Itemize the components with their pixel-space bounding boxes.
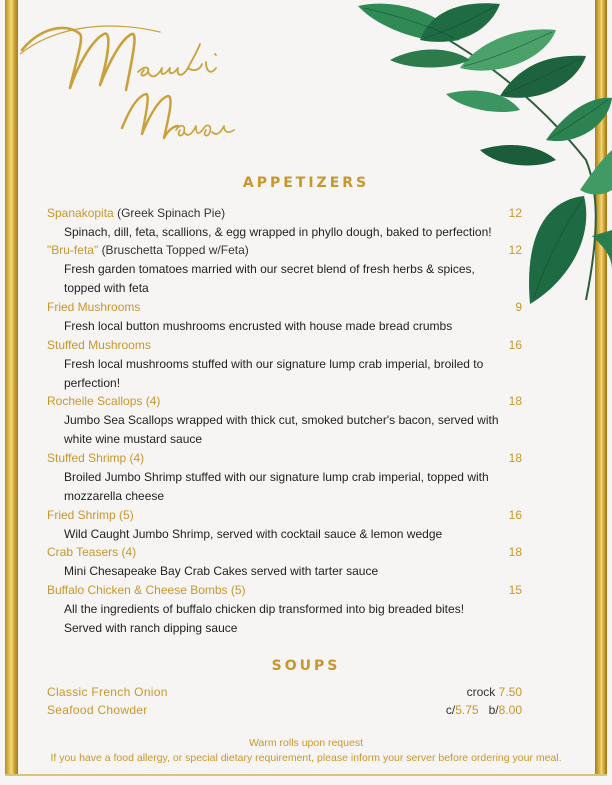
price-label: b/ <box>488 703 499 717</box>
item-description: Mini Chesapeake Bay Crab Cakes served with tarter sauce <box>64 564 379 578</box>
bottom-rule <box>5 774 607 776</box>
soup-item-seafood-chowder <box>47 703 522 721</box>
item-name: Fried Shrimp (5) <box>47 508 134 522</box>
menu-item-crab-teasers <box>47 543 527 581</box>
item-name: Stuffed Shrimp (4) <box>47 451 145 465</box>
item-description: Fresh local mushrooms stuffed with our signature lump crab imperial, broiled to <box>64 357 484 371</box>
menu-item-spanakopita <box>47 204 527 242</box>
item-description: Broiled Jumbo Shrimp stuffed with our signature lump crab imperial, topped with <box>64 470 489 484</box>
item-price: 16 <box>508 338 522 352</box>
meraki-manor-logo <box>20 10 240 150</box>
item-description: white wine mustard sauce <box>64 431 203 446</box>
item-name: Spanakopita <box>47 206 114 220</box>
item-name: Crab Teasers (4) <box>47 545 137 559</box>
menu-item-stuffed-mushrooms <box>47 336 527 392</box>
menu-item-fried-shrimp <box>47 506 527 544</box>
item-name: Fried Mushrooms <box>47 300 141 314</box>
item-name: "Bru-feta" <box>47 243 99 257</box>
soup-name: Classic French Onion <box>47 685 168 699</box>
price-value: 5.75 <box>455 703 479 717</box>
item-price: 15 <box>508 583 522 597</box>
menu-item-fried-mushrooms <box>47 298 527 336</box>
price-value: 8.00 <box>498 703 522 717</box>
soup-name: Seafood Chowder <box>47 703 148 717</box>
item-price: 12 <box>508 206 522 220</box>
menu-item-rochelle-scallops <box>47 392 527 448</box>
item-price: 9 <box>515 300 522 314</box>
item-description: perfection! <box>64 375 121 390</box>
item-price: 18 <box>508 545 522 559</box>
item-price: 12 <box>508 243 522 257</box>
menu-item-stuffed-shrimp <box>47 449 527 505</box>
item-subtitle: (Bruschetta Topped w/Feta) <box>101 243 249 257</box>
menu-item-buffalo-chicken-bombs <box>47 581 527 637</box>
item-price: 18 <box>508 394 522 408</box>
item-description: topped with feta <box>64 280 149 295</box>
item-price: 16 <box>508 508 522 522</box>
item-price: 18 <box>508 451 522 465</box>
item-name: Rochelle Scallops (4) <box>47 394 161 408</box>
item-name: Buffalo Chicken & Cheese Bombs (5) <box>47 583 246 597</box>
appetizers-heading: APPETIZERS <box>242 175 370 191</box>
menu-item-brufeta <box>47 241 527 297</box>
soup-item-french-onion <box>47 685 522 703</box>
footer-rolls-note: Warm rolls upon request <box>249 737 363 749</box>
item-description: mozzarella cheese <box>64 488 165 503</box>
price-label: c/ <box>445 703 456 717</box>
item-description: Jumbo Sea Scallops wrapped with thick cut, smoked butcher's bacon, served with <box>64 413 499 427</box>
soup-prices <box>446 703 522 717</box>
soups-heading: SOUPS <box>271 658 341 674</box>
item-description: Spinach, dill, feta, scallions, & egg wrapped in phyllo dough, baked to perfection! <box>64 225 492 239</box>
item-description: Served with ranch dipping sauce <box>64 620 238 635</box>
item-description: All the ingredients of buffalo chicken dip transformed into big breaded bites! <box>64 602 465 616</box>
item-description: Fresh garden tomatoes married with our secret blend of fresh herbs & spices, <box>64 262 475 276</box>
item-description: Wild Caught Jumbo Shrimp, served with cocktail sauce & lemon wedge <box>64 527 443 541</box>
footer-allergy-note: If you have a food allergy, or special dietary requirement, please inform your server before ordering your meal. <box>50 752 562 764</box>
soup-prices <box>467 685 522 699</box>
item-description: Fresh local button mushrooms encrusted with house made bread crumbs <box>64 319 453 333</box>
price-value: 7.50 <box>498 685 522 699</box>
item-name: Stuffed Mushrooms <box>47 338 151 352</box>
item-subtitle: (Greek Spinach Pie) <box>117 206 226 220</box>
price-label: crock <box>466 685 496 699</box>
